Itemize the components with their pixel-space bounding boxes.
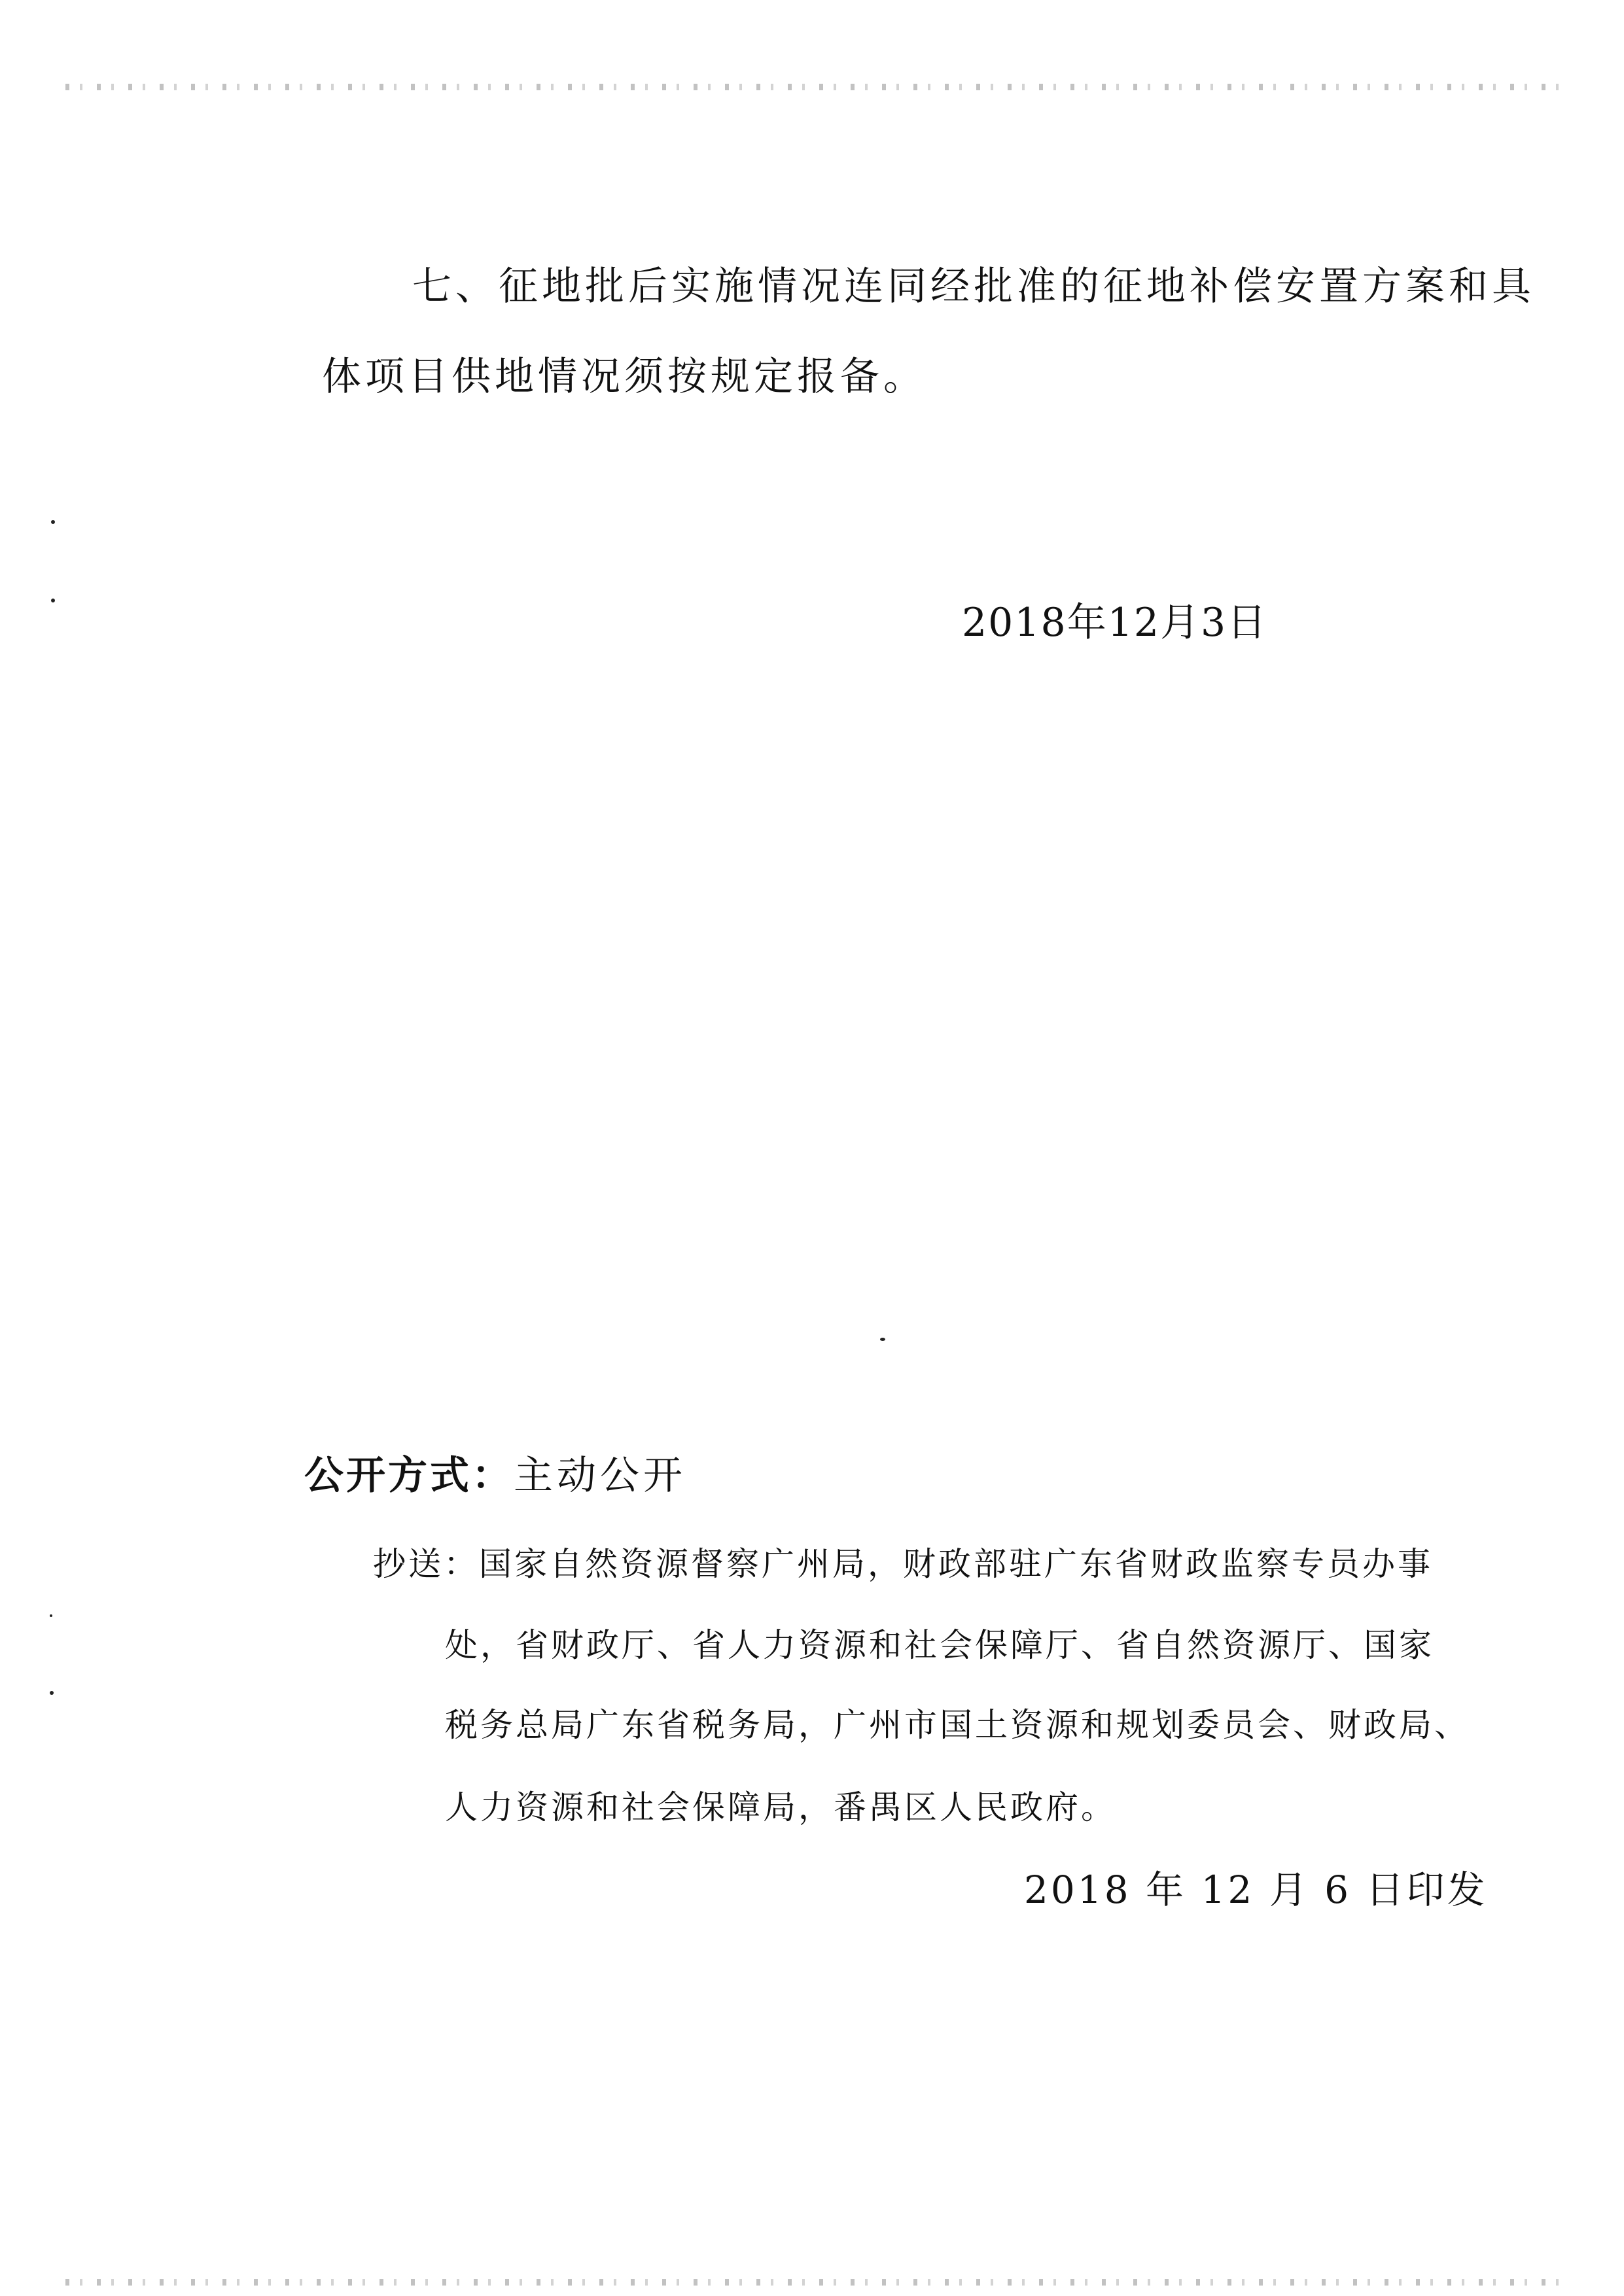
cc-line-3: 税务总局广东省税务局，广州市国土资源和规划委员会、财政局、 bbox=[445, 1706, 1470, 1744]
scan-noise-bottom bbox=[65, 2279, 1570, 2286]
disclosure-method bbox=[304, 1453, 686, 1499]
cc-line-4: 人力资源和社会保障局，番禺区人民政府。 bbox=[445, 1788, 1116, 1826]
paragraph-7-line-1: 七、征地批后实施情况连同经批准的征地补偿安置方案和具 bbox=[412, 264, 1535, 309]
cc-line-1: 抄送：国家自然资源督察广州局，财政部驻广东省财政监察专员办事 bbox=[373, 1545, 1433, 1583]
cc-line-2: 处，省财政厅、省人力资源和社会保障厅、省自然资源厅、国家 bbox=[445, 1626, 1434, 1664]
scan-speck bbox=[880, 1338, 885, 1341]
scan-speck bbox=[51, 599, 55, 602]
signature-date: 2018年12月3日 bbox=[962, 600, 1268, 646]
disclosure-label: 公开方式： bbox=[304, 1453, 514, 1499]
paragraph-7-line-2: 体项目供地情况须按规定报备。 bbox=[322, 354, 927, 400]
scan-speck bbox=[51, 520, 55, 524]
scan-noise-top bbox=[65, 84, 1570, 90]
issue-date: 2018 年 12 月 6 日印发 bbox=[1024, 1868, 1488, 1912]
scan-speck bbox=[50, 1614, 52, 1617]
disclosure-value: 主动公开 bbox=[514, 1453, 686, 1499]
scan-speck bbox=[50, 1691, 54, 1695]
